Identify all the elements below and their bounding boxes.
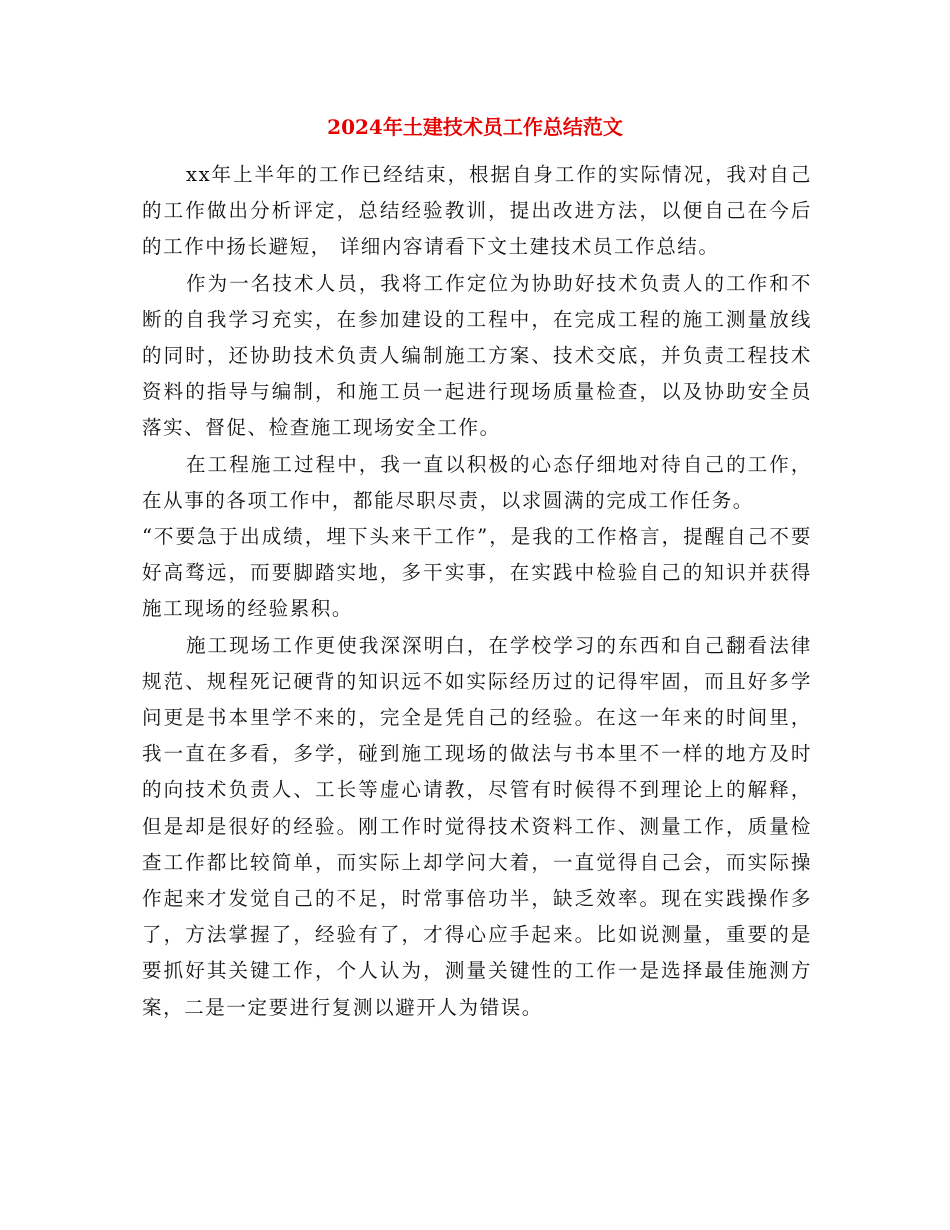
document-body — [142, 157, 812, 1026]
paragraph-experience: 施工现场工作更使我深深明白，在学校学习的东西和自己翻看法律规范、规程死记硬背的知识远不如实际经历过的记得牢固，而且好多学问更是书本里学不来的，完全是凭自己的经验。在这一年来的时间里，我一直在多看，多学，碰到施工现场的做法与书本里不一样的地方及时的向技术负责人、工长等虚心请教，尽管有时候得不到理论上的解释，但是却是很好的经验。刚工作时觉得技术资料工作、测量工作，质量检查工作都比较简单，而实际上却学问大着，一直觉得自己会，而实际操作起来才发觉自己的不足，时常事倍功半，缺乏效率。现在实践操作多了，方法掌握了，经验有了，才得心应手起来。比如说测量，重要的是要抓好其关键工作，个人认为，测量关键性的工作一是选择最佳施测方案，二是一定要进行复测以避开人为错误。 — [142, 633, 812, 1019]
paragraph-role: 作为一名技术人员，我将工作定位为协助好技术负责人的工作和不断的自我学习充实，在参加建设的工程中，在完成工程的施工测量放线的同时，还协助技术负责人编制施工方案、技术交底，并负责工程技术资料的指导与编制，和施工员一起进行现场质量检查，以及协助安全员落实、督促、检查施工现场安全工作。 — [142, 271, 812, 440]
paragraph-attitude: 在工程施工过程中，我一直以积极的心态仔细地对待自己的工作，在从事的各项工作中，都能尽职尽责，以求圆满的完成工作任务。 — [142, 452, 812, 512]
paragraph-intro: xx年上半年的工作已经结束，根据自身工作的实际情况，我对自己的工作做出分析评定，总结经验教训，提出改进方法，以便自己在今后的工作中扬长避短， 详细内容请看下文土建技术员工作总结。 — [142, 163, 812, 259]
paragraph-motto: “不要急于出成绩，埋下头来干工作”，是我的工作格言，提醒自己不要好高骛远，而要脚踏实地，多干实事，在实践中检验自己的知识并获得施工现场的经验累积。 — [142, 525, 812, 621]
document-title: 2024年土建技术员工作总结范文 — [327, 115, 623, 139]
